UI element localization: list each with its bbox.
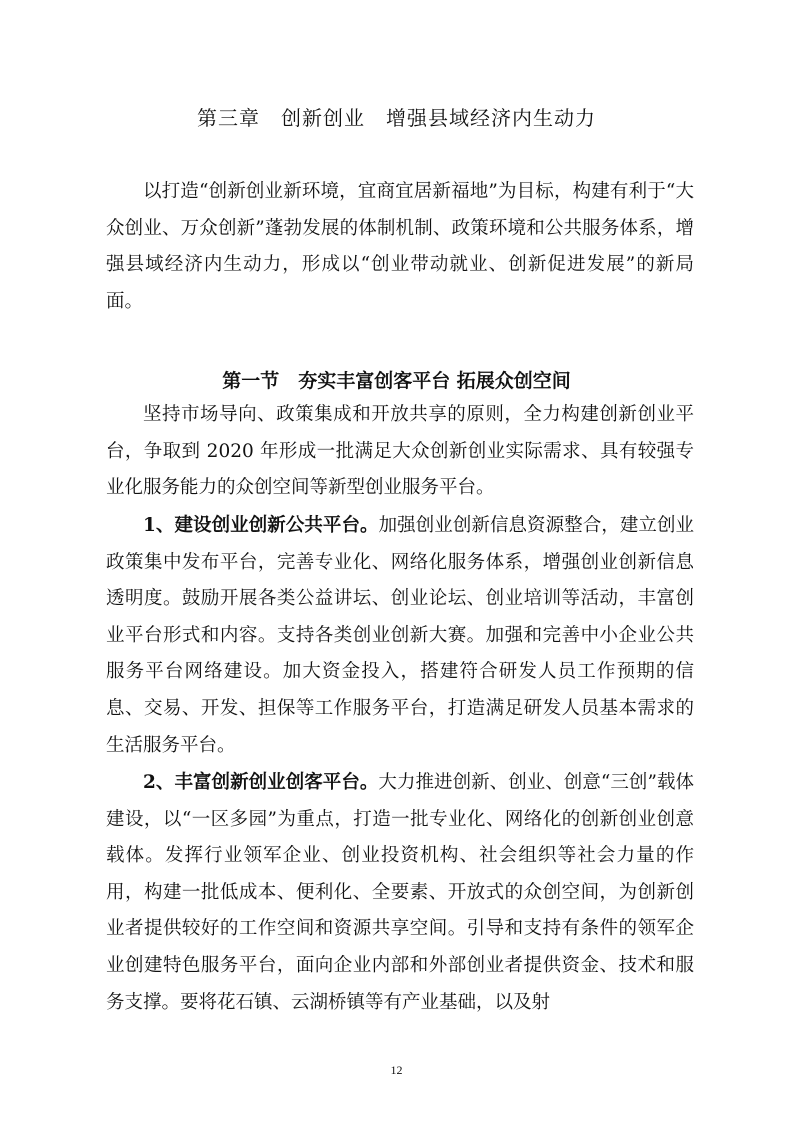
page-number: 12 <box>390 1063 403 1077</box>
item-paragraph-1 <box>106 508 694 764</box>
item-body-2: 大力推进创新、创业、创意“三创”载体建设，以“一区多园”为重点，打造一批专业化、网络化的创新创业创意载体。发挥行业领军企业、创业投资机构、社会组织等社会力量的作用，构建一批低成本、便利化、全要素、开放式的众创空间，为创新创业者提供较好的工作空间和资源共享空间。引导和支持有条件的领军企业创建特色服务平台，面向企业内部和外部创业者提供资金、技术和服务支撑。要将花石镇、云湖桥镇等有产业基础，以及射 <box>106 772 695 1013</box>
item-heading-1: 1、建设创业创新公共平台。 <box>143 515 379 536</box>
item-paragraph-2 <box>106 765 694 1021</box>
item-heading-2: 2、丰富创新创业创客平台。 <box>143 772 379 793</box>
item-body-1: 加强创业创新信息资源整合，建立创业政策集中发布平台，完善专业化、网络化服务体系，增强创业创新信息透明度。鼓励开展各类公益讲坛、创业论坛、创业培训等活动，丰富创业平台形式和内容。支持各类创业创新大赛。加强和完善中小企业公共服务平台网络建设。加大资金投入，搭建符合研发人员工作预期的信息、交易、开发、担保等工作服务平台，打造满足研发人员基本需求的生活服务平台。 <box>106 515 694 756</box>
section-title: 第一节 夯实丰富创客平台 拓展众创空间 <box>222 370 571 392</box>
intro-paragraph: 以打造“创新创业新环境，宜商宜居新福地”为目标，构建有利于“大众创业、万众创新”蓬勃发展的体制机制、政策环境和公共服务体系，增强县域经济内生动力，形成以“创业带动就业、创新促进发展”的新局面。 <box>106 181 694 312</box>
section-intro-paragraph: 坚持市场导向、政策集成和开放共享的原则，全力构建创新创业平台，争取到 2020 年形成一批满足大众创新创业实际需求、具有较强专业化服务能力的众创空间等新型创业服务平台。 <box>106 404 694 499</box>
chapter-title: 第三章 创新创业 增强县域经济内生动力 <box>197 106 596 130</box>
